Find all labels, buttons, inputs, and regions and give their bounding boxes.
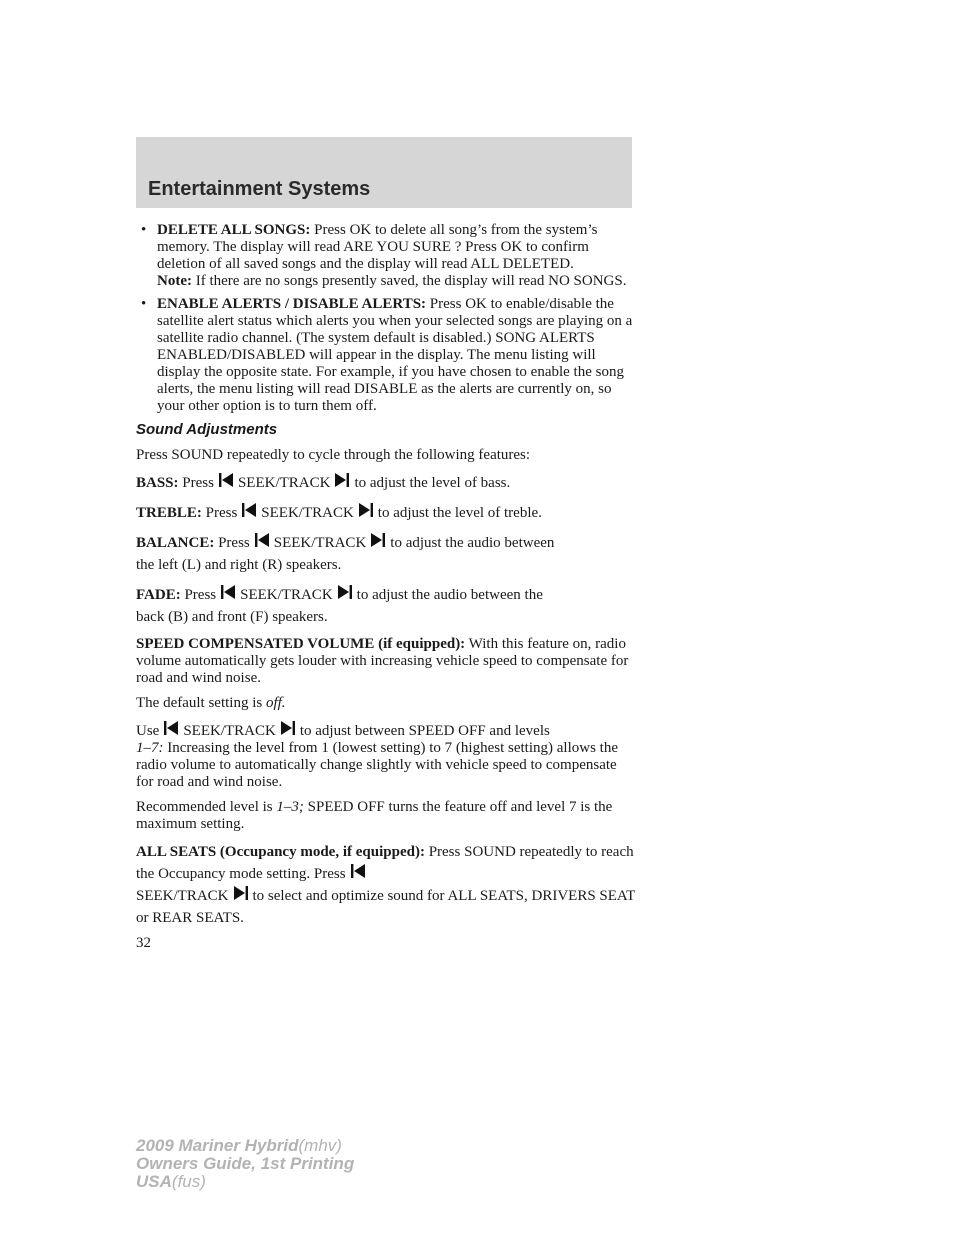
levels-text: Increasing the level from 1 (lowest setting) to 7 (highest setting) allows the radio volume to automatically change slightly with vehicle speed to compensate for road and wind noise. bbox=[136, 740, 618, 790]
footer-model-code: (mhv) bbox=[298, 1136, 342, 1155]
use-adjust-text: to adjust between SPEED OFF and levels bbox=[299, 723, 550, 739]
levels-paragraph bbox=[136, 720, 636, 791]
treble-paragraph bbox=[136, 502, 636, 524]
treble-label: TREBLE: bbox=[136, 505, 202, 521]
note bbox=[157, 273, 636, 290]
seek-forward-icon bbox=[233, 885, 249, 901]
term-text: Press OK to delete all song’s from the system’s memory. The display will read ARE YOU SURE ? Press OK to confirm deletion of all saved songs and the display will read ALL DELETED. bbox=[157, 222, 598, 272]
term-text: Press OK to enable/disable the satellite alert status which alerts you when your selected songs are playing on a satellite radio channel. (The system default is disabled.) SONG ALERTS ENABLED/DISABLED will appear in the display. The menu listing will display the opposite state. For example, if you have chosen to enable the song alerts, the menu listing will read DISABLE as the alerts are currently on, so your other option is to turn them off. bbox=[157, 296, 633, 414]
press-text: Press bbox=[205, 505, 238, 521]
balance-paragraph bbox=[136, 532, 636, 576]
footer-region: USA bbox=[136, 1172, 172, 1191]
bullet-dot: • bbox=[141, 222, 147, 238]
page-title: Entertainment Systems bbox=[148, 178, 371, 200]
seek-back-icon bbox=[220, 584, 236, 600]
press-text: Press bbox=[182, 475, 214, 491]
treble-text: to adjust the level of treble. bbox=[377, 505, 542, 521]
recommended-text: SPEED OFF turns the feature off and level 7 is the maximum setting. bbox=[136, 799, 613, 832]
list-item-enable-alerts bbox=[136, 296, 636, 415]
page-number: 32 bbox=[136, 935, 151, 951]
footer-model: 2009 Mariner Hybrid bbox=[136, 1136, 299, 1155]
all-seats-label: ALL SEATS (Occupancy mode, if equipped): bbox=[136, 844, 425, 860]
seek-track-text: SEEK/TRACK bbox=[273, 535, 367, 551]
sound-intro: Press SOUND repeatedly to cycle through the following features: bbox=[136, 447, 531, 463]
seek-back-icon bbox=[163, 720, 179, 736]
term-label: ENABLE ALERTS / DISABLE ALERTS: bbox=[157, 296, 427, 312]
default-value: off. bbox=[265, 695, 286, 711]
recommended-paragraph bbox=[136, 799, 636, 833]
bass-text: to adjust the level of bass. bbox=[354, 475, 511, 491]
all-seats-text: Press SOUND repeatedly to reach the Occupancy mode setting. Press bbox=[136, 844, 634, 882]
page-content bbox=[136, 222, 636, 937]
svc-label: SPEED COMPENSATED VOLUME (if equipped): bbox=[136, 636, 466, 652]
fade-text: to adjust the audio between the bbox=[356, 587, 543, 603]
seek-back-icon bbox=[254, 532, 270, 548]
all-seats-paragraph bbox=[136, 841, 636, 929]
footer-edition: Owners Guide, 1st Printing bbox=[136, 1154, 355, 1173]
default-setting-paragraph bbox=[136, 695, 636, 712]
fade-text-2: back (B) and front (F) speakers. bbox=[136, 609, 328, 625]
press-text: Press bbox=[184, 587, 217, 603]
levels-italic: 1–7: bbox=[136, 740, 164, 756]
seek-back-icon bbox=[218, 472, 234, 488]
seek-forward-icon bbox=[337, 584, 353, 600]
seek-track-text: SEEK/TRACK bbox=[136, 888, 229, 904]
note-text: If there are no songs presently saved, the display will read NO SONGS. bbox=[195, 273, 627, 289]
balance-label: BALANCE: bbox=[136, 535, 215, 551]
seek-forward-icon bbox=[370, 532, 386, 548]
bass-paragraph bbox=[136, 472, 636, 494]
recommended-prefix: Recommended level is bbox=[136, 799, 273, 815]
balance-text-2: the left (L) and right (R) speakers. bbox=[136, 557, 342, 573]
seek-track-text: SEEK/TRACK bbox=[183, 723, 276, 739]
seek-track-text: SEEK/TRACK bbox=[237, 475, 331, 491]
seek-forward-icon bbox=[280, 720, 296, 736]
seek-forward-icon bbox=[334, 472, 350, 488]
section-heading-sound: Sound Adjustments bbox=[136, 421, 278, 438]
all-seats-text-2: to select and optimize sound for ALL SEATS, DRIVERS SEAT or REAR SEATS. bbox=[136, 888, 635, 926]
seek-back-icon bbox=[350, 863, 366, 879]
svc-paragraph bbox=[136, 636, 636, 687]
fade-paragraph bbox=[136, 584, 636, 628]
use-text: Use bbox=[136, 723, 160, 739]
svc-text: With this feature on, radio volume automatically gets louder with increasing vehicle speed to compensate for road and wind noise. bbox=[136, 636, 629, 686]
bullet-dot: • bbox=[141, 296, 147, 312]
bass-label: BASS: bbox=[136, 475, 179, 491]
seek-track-text: SEEK/TRACK bbox=[261, 505, 354, 521]
fade-label: FADE: bbox=[136, 587, 181, 603]
seek-back-icon bbox=[241, 502, 257, 518]
balance-text: to adjust the audio between bbox=[390, 535, 555, 551]
seek-forward-icon bbox=[358, 502, 374, 518]
term-label: DELETE ALL SONGS: bbox=[157, 222, 311, 238]
list-item-delete-all-songs bbox=[136, 222, 636, 290]
recommended-value: 1–3; bbox=[276, 799, 304, 815]
default-prefix: The default setting is bbox=[136, 695, 263, 711]
note-label: Note: bbox=[157, 273, 192, 289]
footer-region-code: (fus) bbox=[171, 1172, 206, 1191]
seek-track-text: SEEK/TRACK bbox=[240, 587, 333, 603]
footer-imprint bbox=[136, 1137, 354, 1191]
press-text: Press bbox=[218, 535, 250, 551]
